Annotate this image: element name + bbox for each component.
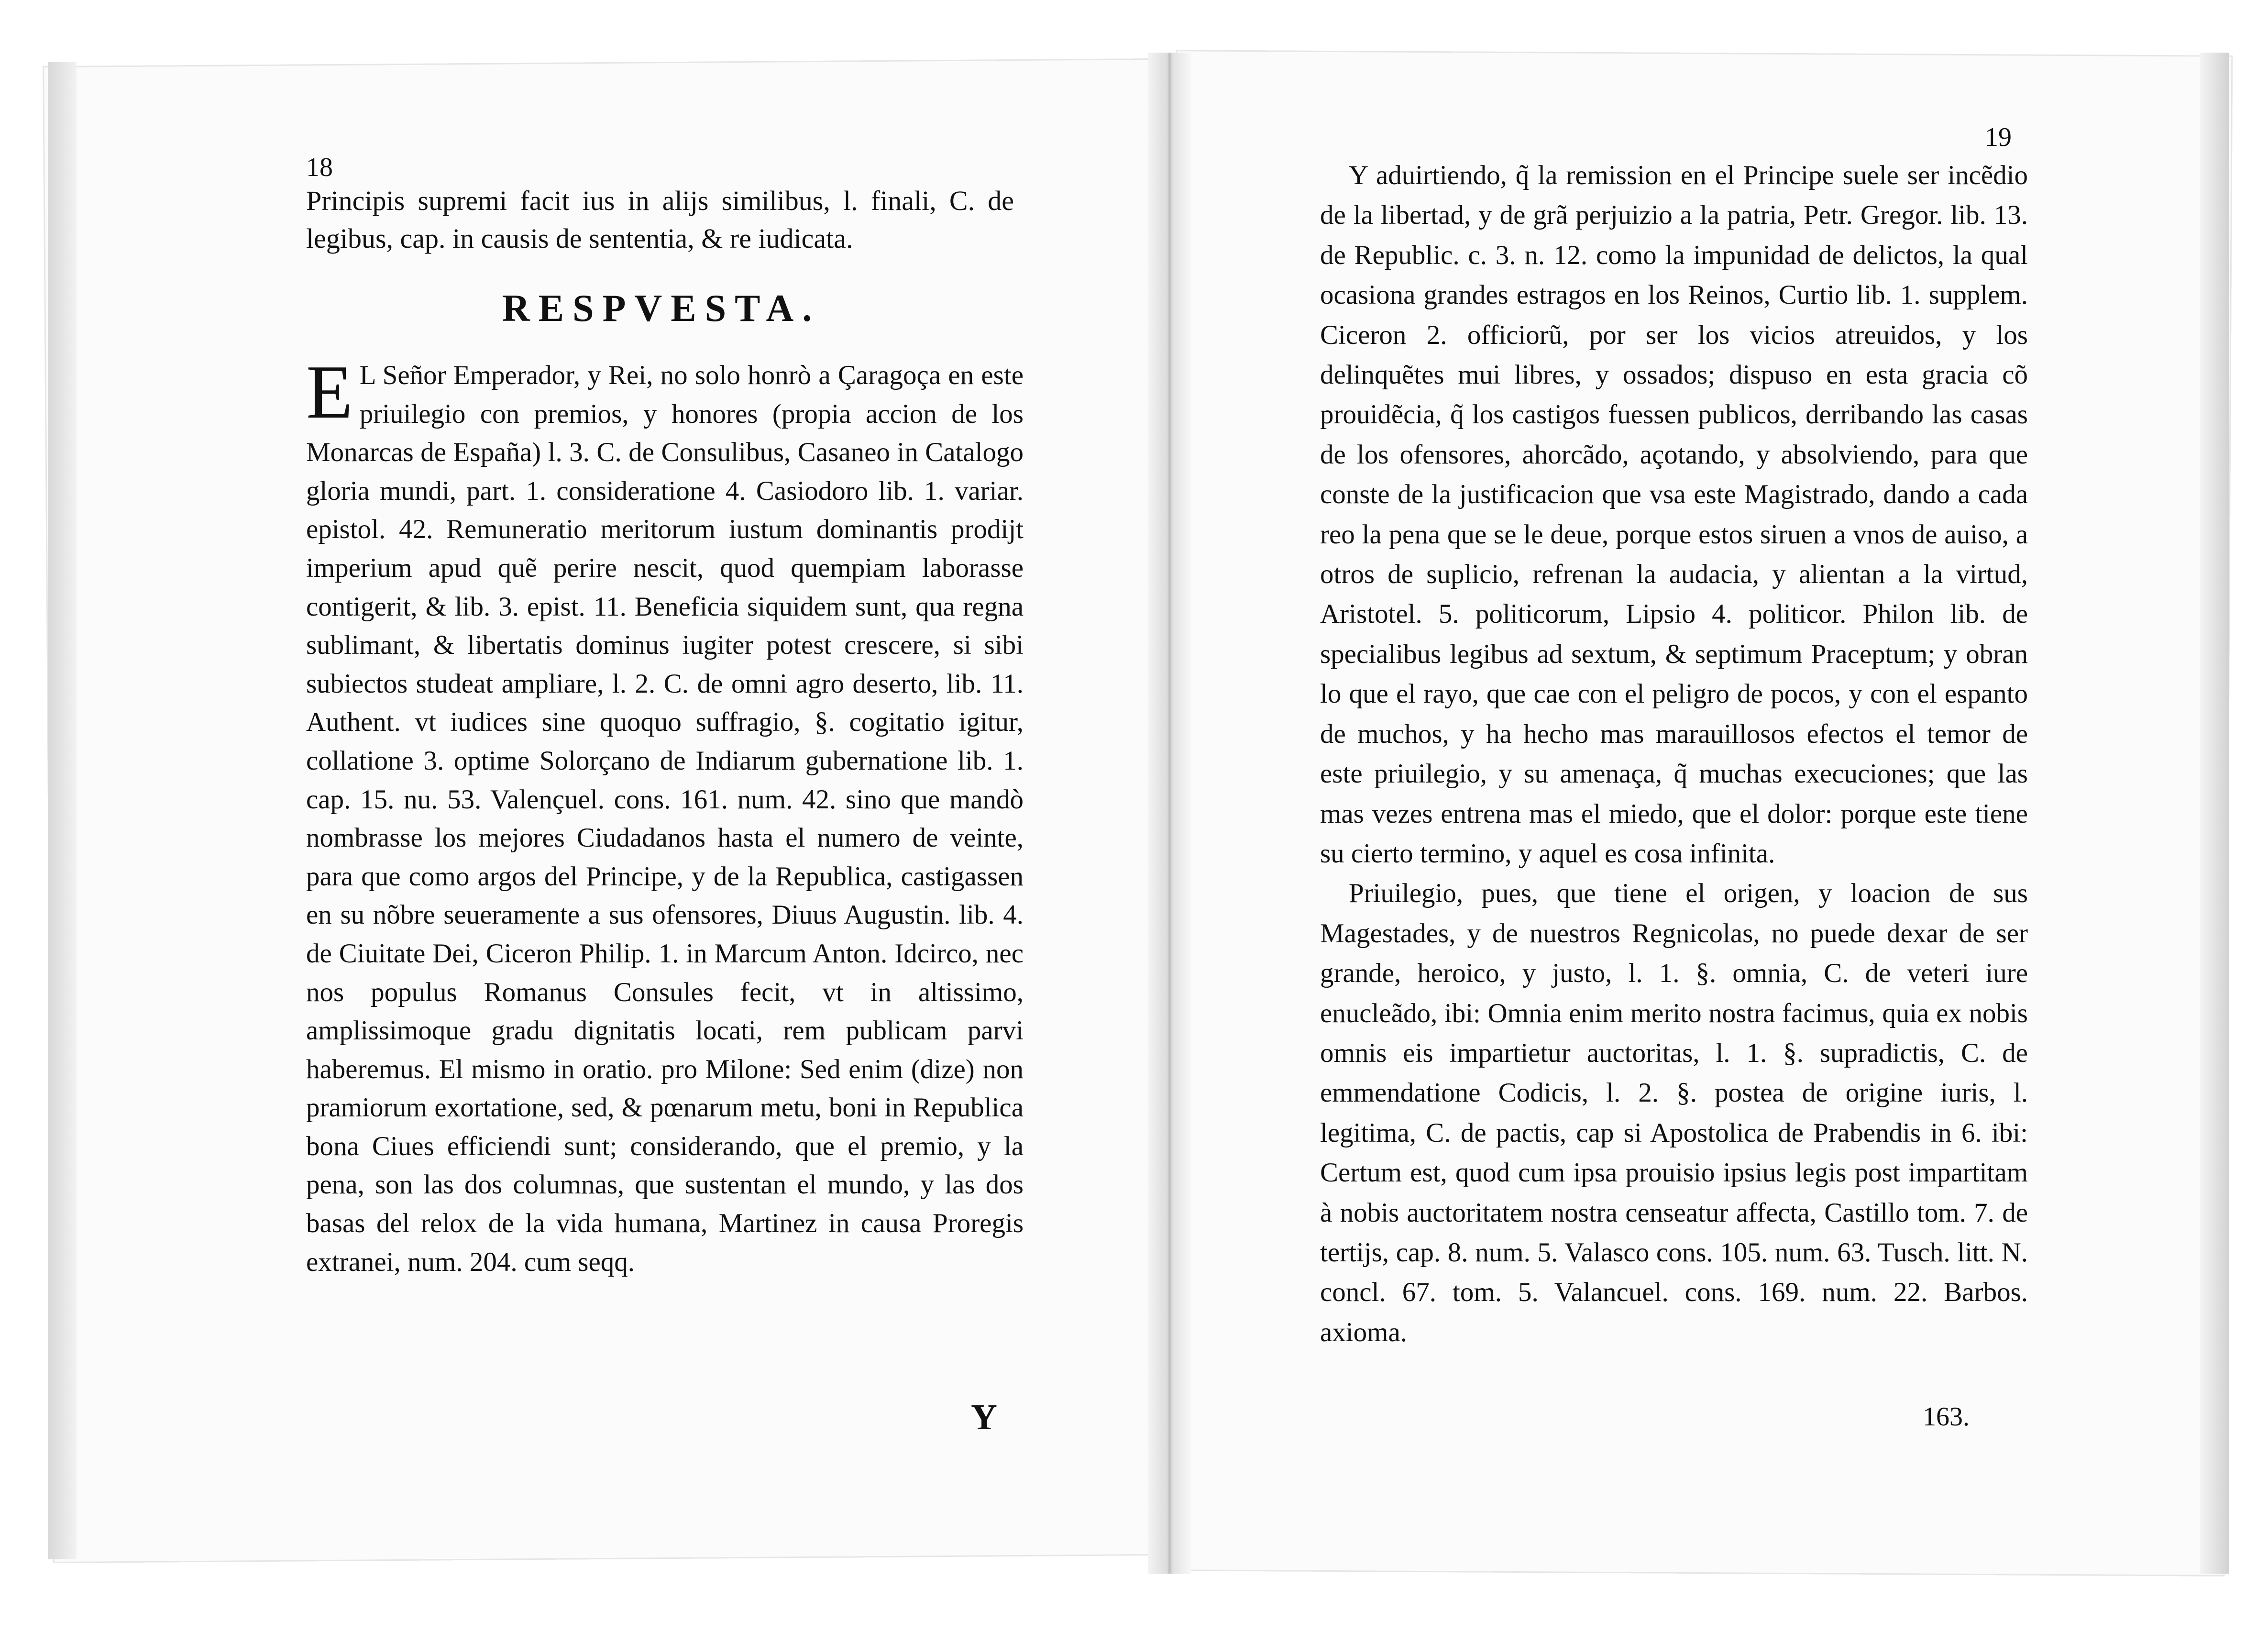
right-paragraph-2: Priuilegio, pues, que tiene el origen, y loacion de sus Magestades, y de nuestros Regnicolas, no puede dexar de ser grande, heroico, y justo, l. 1. §. omnia, C. de veteri iure enucleãdo, ibi: Omnia enim merito nostra facimus, quia ex nobis omnis eis impartietur auctoritas, l. 1. §. supradictis, C. de emmendatione Codicis, l. 2. §. postea de origine iuris, l. legitima, C. de pactis, cap si Apostolica de Prabendis in 6. ibi: Certum est, quod cum ipsa prouisio ipsius legis post impartitam à nobis auctoritatem nostra censeatur affecta, Castillo tom. 7. de tertijs, cap. 8. num. 5. Valasco cons. 105. num. 63. Tusch. litt. N. concl. 67. tom. 5. Valancuel. cons. 169. num. 22. Barbos. axioma. — [1320, 878, 2028, 1347]
right-page-body — [1320, 155, 2028, 1352]
left-page-top-text — [306, 182, 1014, 257]
book-gutter — [1148, 53, 1191, 1574]
left-body-paragraph: L Señor Emperador, y Rei, no solo honrò a Çaragoça en este priuilegio con premios, y honores (propia accion de los Monarcas de España) l. 3. C. de Consulibus, Casaneo in Catalogo gloria mundi, part. 1. consideratione 4. Casiodoro lib. 1. variar. epistol. 42. Remuneratio meritorum iustum dominantis prodijt imperium apud quẽ perire nescit, quod quempiam laborasse contigerit, & lib. 3. epist. 11. Beneficia siquidem sunt, qua regna sublimant, & libertatis dominus iugiter potest crescere, si sibi subiectos studeat ampliare, l. 2. C. de omni agro deserto, lib. 11. Authent. vt iudices sine quoquo suffragio, §. cogitatio igitur, collatione 3. optime Solorçano de Indiarum gubernatione lib. 1. cap. 15. nu. 53. Valençuel. cons. 161. num. 42. sino que mandò nombrasse los mejores Ciudadanos hasta el numero de veinte, para que como argos del Principe, y de la Republica, castigassen en su nõbre seueramente a sus ofensores, Diuus Augustin. lib. 4. de Ciuitate Dei, Ciceron Philip. 1. in Marcum Anton. Idcirco, nec nos populus Romanus Consules fecit, vt in altissimo, amplissimoque gradu dignitatis locati, rem publicam parvi haberemus. El mismo in oratio. pro Milone: Sed enim (dize) non pramiorum exortatione, sed, & pœnarum metu, boni in Republica bona Ciues efficiendi sunt; considerando, que el premio, y la pena, son las dos columnas, que sustentan el mundo, y las dos basas del relox de la vida humana, Martinez in causa Proregis extranei, num. 204. cum seqq. — [306, 360, 1024, 1277]
left-catchword: Y — [971, 1397, 997, 1437]
left-top-paragraph: Principis supremi facit ius in alijs similibus, l. finali, C. de legibus, cap. in causis de sententia, & re iudicata. — [306, 185, 1014, 254]
left-page-body — [306, 349, 1024, 1281]
right-page-edge — [2200, 53, 2229, 1574]
right-catchword: 163. — [1923, 1402, 1970, 1432]
right-paragraph-1: Y aduirtiendo, q̃ la remission en el Principe suele ser incẽdio de la libertad, y de grã perjuizio a la patria, Petr. Gregor. lib. 13. de Republic. c. 3. n. 12. como la impunidad de delictos, la qual ocasiona grandes estragos en los Reinos, Curtio lib. 1. supplem. Ciceron 2. officiorũ, por ser los vicios atreuidos, y los delinquẽtes mui libres, y ossados; dispuso en esta gracia cõ prouidẽcia, q̃ los castigos fuessen publicos, derribando las casas de los ofensores, ahorcãdo, açotando, y absolviendo, para que conste de la justificacion que vsa este Magistrado, dando a cada reo la pena que se le deue, porque estos siruen a vnos de auiso, a otros de suplicio, refrenan la audacia, y alientan a la virtud, Aristotel. 5. politicorum, Lipsio 4. politicor. Philon lib. de specialibus legibus ad sextum, & septimum Praceptum; y obran lo que el rayo, que cae con el peligro de pocos, y con el espanto de muchos, y ha hecho mas marauillosos efectos el temor de este priuilegio, y su amenaça, q̃ muchas execuciones; que las mas vezes entrena mas el miedo, que el dolor: porque este tiene su cierto termino, y aquel es cosa infinita. — [1320, 160, 2028, 869]
right-page-number: 19 — [1985, 122, 2012, 152]
section-heading: RESPVESTA. — [502, 287, 821, 330]
left-page-edge — [48, 62, 77, 1559]
left-page-number: 18 — [306, 153, 333, 182]
drop-cap: E — [306, 349, 353, 434]
